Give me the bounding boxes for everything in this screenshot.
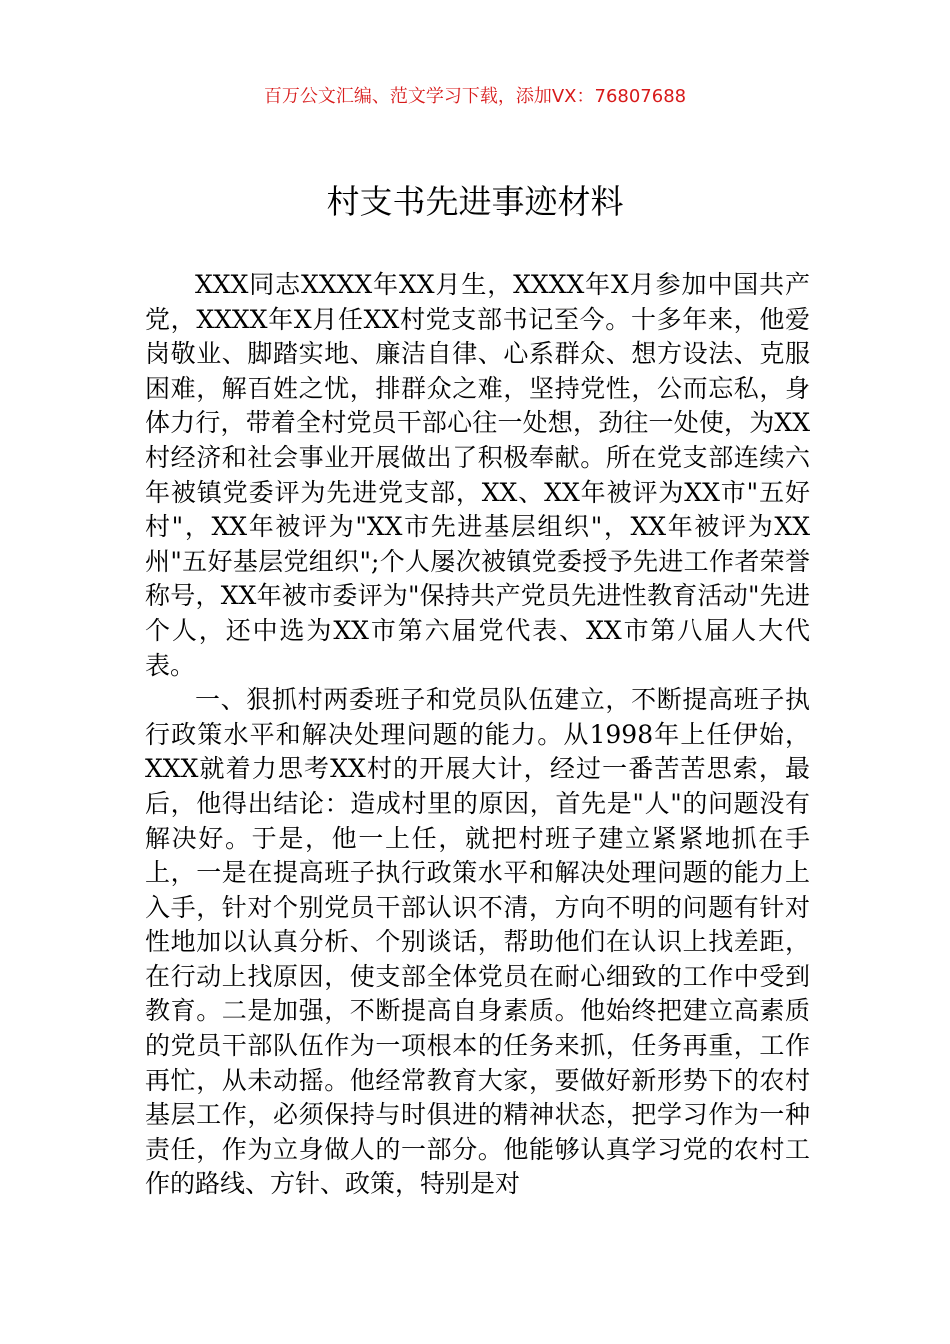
watermark-header: 百万公文汇编、范文学习下载，添加VX：76807688 bbox=[263, 86, 687, 107]
paragraph-intro: XXX同志XXXX年XX月生，XXXX年X月参加中国共产党，XXXX年X月任XX村党支部书记至今。十多年来，他爱岗敬业、脚踏实地、廉洁自律、心系群众、想方设法、克服困难，解百姓之忧，排群众之难，坚持党性，公而忘私，身体力行，带着全村党员干部心往一处想，劲往一处使，为XX村经济和社会事业开展做出了积极奉献。所在党支部连续六年被镇党委评为先进党支部，XX、XX年被评为XX市"五好村"，XX年被评为"XX市先进基层组织"，XX年被评为XX州"五好基层党组织";个人屡次被镇党委授予先进工作者荣誉称号，XX年被市委评为"保持共产党员先进性教育活动"先进个人，还中选为XX市第六届党代表、XX市第八届人大代表。 bbox=[145, 270, 810, 680]
document-title: 村支书先进事迹材料 bbox=[326, 182, 624, 221]
paragraph-section-one: 一、狠抓村两委班子和党员队伍建立，不断提高班子执行政策水平和解决处理问题的能力。从1998年上任伊始，XXX就着力思考XX村的开展大计，经过一番苦苦思索，最后，他得出结论：造成村里的原因，首先是"人"的问题没有解决好。于是，他一上任，就把村班子建立紧紧地抓在手上，一是在提高班子执行政策水平和解决处理问题的能力上入手，针对个别党员干部认识不清，方向不明的问题有针对性地加以认真分析、个别谈话，帮助他们在认识上找差距，在行动上找原因，使支部全体党员在耐心细致的工作中受到教育。二是加强，不断提高自身素质。他始终把建立高素质的党员干部队伍作为一项根本的任务来抓，任务再重，工作再忙，从未动摇。他经常教育大家，要做好新形势下的农村基层工作，必须保持与时俱进的精神状态，把学习作为一种责任，作为立身做人的一部分。他能够认真学习党的农村工作的路线、方针、政策，特别是对 bbox=[145, 685, 810, 1199]
document-body bbox=[145, 268, 810, 1202]
